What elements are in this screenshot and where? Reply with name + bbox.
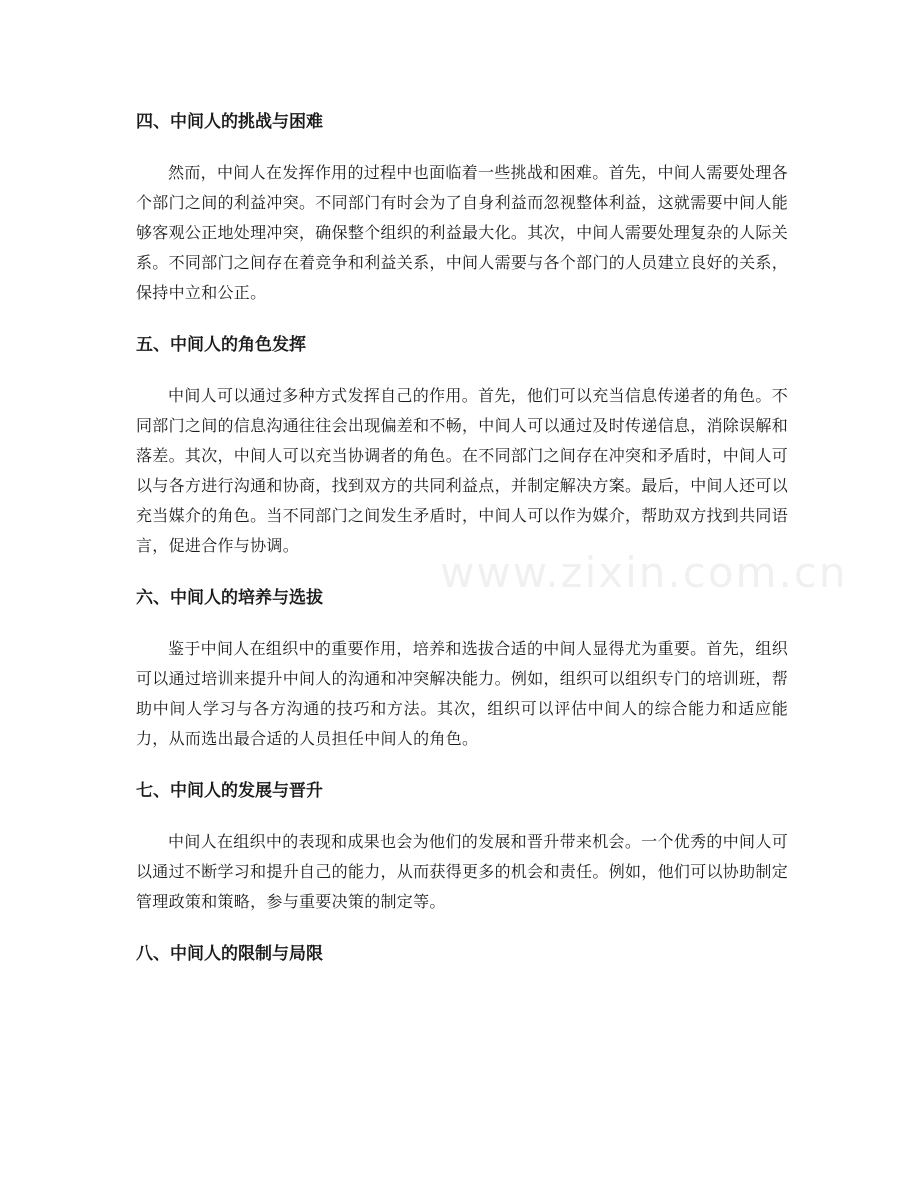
section-title-8: 八、中间人的限制与局限 xyxy=(136,944,323,964)
section-title-6: 六、中间人的培养与选拔 xyxy=(136,588,323,608)
document-content xyxy=(136,108,788,968)
section-title-5: 五、中间人的角色发挥 xyxy=(136,335,306,355)
section-body-5: 中间人可以通过多种方式发挥自己的作用。首先，他们可以充当信息传递者的角色。不同部门之间的信息沟通往往会出现偏差和不畅，中间人可以通过及时传递信息，消除误解和落差。其次，中间人可以充当协调者的角色。在不同部门之间存在冲突和矛盾时，中间人可以与各方进行沟通和协商，找到双方的共同利益点，并制定解决方案。最后，中间人还可以充当媒介的角色。当不同部门之间发生矛盾时，中间人可以作为媒介，帮助双方找到共同语言，促进合作与协调。 xyxy=(136,386,789,555)
section-title-7: 七、中间人的发展与晋升 xyxy=(136,781,323,801)
section-body-6: 鉴于中间人在组织中的重要作用，培养和选拔合适的中间人显得尤为重要。首先，组织可以通过培训来提升中间人的沟通和冲突解决能力。例如，组织可以组织专门的培训班，帮助中间人学习与各方沟通的技巧和方法。其次，组织可以评估中间人的综合能力和适应能力，从而选出最合适的人员担任中间人的角色。 xyxy=(136,639,789,748)
watermark-text: www.zixin.com.cn xyxy=(440,548,848,597)
section-body-7: 中间人在组织中的表现和成果也会为他们的发展和晋升带来机会。一个优秀的中间人可以通过不断学习和提升自己的能力，从而获得更多的机会和责任。例如，他们可以协助制定管理政策和策略，参与重要决策的制定等。 xyxy=(136,832,789,911)
section-body-4: 然而，中间人在发挥作用的过程中也面临着一些挑战和困难。首先，中间人需要处理各个部门之间的利益冲突。不同部门有时会为了自身利益而忽视整体利益，这就需要中间人能够客观公正地处理冲突，确保整个组织的利益最大化。其次，中间人需要处理复杂的人际关系。不同部门之间存在着竞争和利益关系，中间人需要与各个部门的人员建立良好的关系，保持中立和公正。 xyxy=(136,163,789,302)
section-title-4: 四、中间人的挑战与困难 xyxy=(136,112,323,132)
